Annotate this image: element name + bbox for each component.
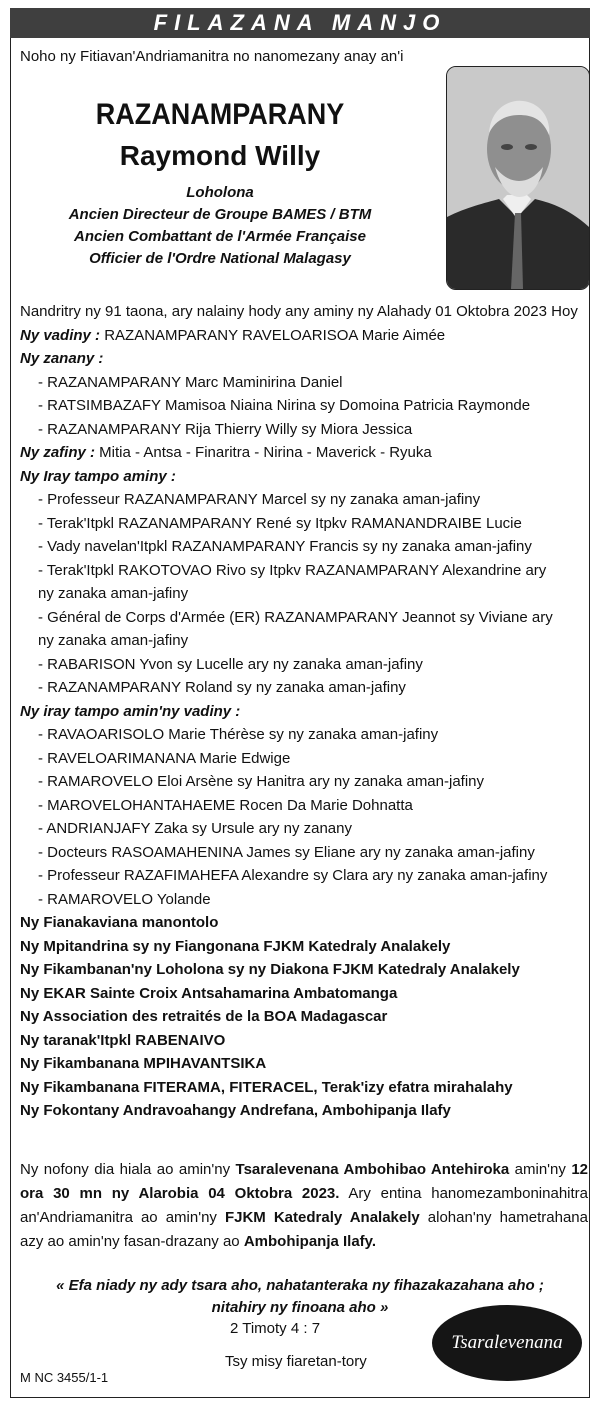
spouse-name: RAZANAMPARANY RAVELOARISOA Marie Aimée (100, 326, 446, 344)
list-item: - ANDRIANJAFY Zaka sy Ursule ary ny zanany (38, 820, 352, 837)
list-item-continuation: ny zanaka aman-jafiny (38, 585, 189, 602)
title-line: Officier de l'Ordre National Malagasy (89, 250, 351, 267)
funeral-details (20, 1158, 588, 1254)
burial-place: Ambohipanja Ilafy. (243, 1233, 377, 1250)
list-item: - RAZANAMPARANY Roland sy ny zanaka aman-jafiny (38, 679, 406, 696)
intro-text: Noho ny Fitiavan'Andriamanitra no nanomezany anay an'i (20, 48, 404, 65)
funeral-time: 12 ora 30 mn ny Alarobia 04 Oktobra 2023. (20, 1161, 588, 1202)
organization-line: Ny Fikambanana MPIHAVANTSIKA (20, 1055, 267, 1072)
list-item: - Professeur RAZAFIMAHEFA Alexandre sy Clara ary ny zanaka aman-jafiny (38, 867, 548, 884)
deceased-titles (40, 182, 400, 270)
children-label: Ny zanany : (20, 350, 104, 367)
quote-line: nitahiry ny finoana aho » (211, 1299, 389, 1316)
siblings-label: Ny Iray tampo aminy : (20, 467, 176, 485)
list-item: - RAVELOARIMANANA Marie Edwige (38, 749, 291, 767)
organization-line: Ny Mpitandrina sy ny Fiangonana FJKM Katedraly Analakely (20, 937, 451, 955)
church-name: FJKM Katedraly Analakely (224, 1209, 420, 1226)
list-item: - Vady navelan'Itpkl RAZANAMPARANY Francis sy ny zanaka aman-jafiny (38, 538, 532, 555)
quote-line: « Efa niady ny ady tsara aho, nahatanteraka ny fihazakazahana aho ; (56, 1277, 544, 1294)
verse-reference: 2 Timoty 4 : 7 (230, 1320, 321, 1337)
list-item: - Docteurs RASOAMAHENINA James sy Eliane ary ny zanaka aman-jafiny (38, 843, 535, 861)
organization-line: Ny Association des retraités de la BOA Madagascar (20, 1008, 388, 1025)
title-line: Loholona (186, 184, 254, 201)
footer-note: Tsy misy fiaretan-tory (225, 1353, 367, 1370)
funeral-text: amin'ny (509, 1161, 572, 1178)
deceased-surname: RAZANAMPARANY (95, 98, 345, 131)
title-line: Ancien Combattant de l'Armée Française (74, 228, 366, 245)
organization-line: Ny Fianakaviana manontolo (20, 914, 219, 931)
organization-line: Ny Fikambanan'ny Loholona sy ny Diakona FJKM Katedraly Analakely (20, 961, 520, 978)
grandchildren-names: Mitia - Antsa - Finaritra - Nirina - Maverick - Ryuka (95, 444, 432, 461)
list-item: - MAROVELOHANTAHAEME Rocen Da Marie Dohnatta (38, 796, 413, 814)
list-item: - RATSIMBAZAFY Mamisoa Niaina Nirina sy Domoina Patricia Raymonde (38, 397, 531, 414)
tsaralevenana-logo (432, 1305, 582, 1381)
list-item: - Terak'Itpkl RAZANAMPARANY René sy Itpkv RAMANANDRAIBE Lucie (38, 514, 522, 532)
list-item-continuation: ny zanaka aman-jafiny (38, 632, 189, 649)
list-item: - Général de Corps d'Armée (ER) RAZANAMPARANY Jeannot sy Viviane ary (38, 608, 553, 626)
grandchildren-label: Ny zafiny : (20, 444, 96, 461)
notice-body (20, 300, 588, 1123)
spouse-label: Ny vadiny : (20, 326, 101, 344)
spouse-line (20, 324, 588, 348)
portrait-photo (446, 66, 590, 290)
list-item: - RABARISON Yvon sy Lucelle ary ny zanaka aman-jafiny (38, 655, 423, 673)
list-item: - RAZANAMPARANY Marc Maminirina Daniel (38, 373, 343, 391)
header-title: FILAZANA MANJO (153, 10, 447, 35)
deceased-given-names: Raymond Willy (119, 140, 321, 171)
list-item: - Professeur RAZANAMPARANY Marcel sy ny zanaka aman-jafiny (38, 491, 481, 508)
reference-code: M NC 3455/1-1 (20, 1370, 109, 1385)
grandchildren-line (20, 441, 588, 465)
list-item: - Terak'Itpkl RAKOTOVAO Rivo sy Itpkv RAZANAMPARANY Alexandrine ary (38, 561, 547, 579)
organization-line: Ny EKAR Sainte Croix Antsahamarina Ambatomanga (20, 984, 398, 1002)
organization-line: Ny Fokontany Andravoahangy Andrefana, Ambohipanja Ilafy (20, 1102, 451, 1119)
list-item: - RAMAROVELO Eloi Arsène sy Hanitra ary ny zanaka aman-jafiny (38, 773, 485, 790)
organization-line: Ny Fikambanana FITERAMA, FITERACEL, Terak'izy efatra mirahalahy (20, 1078, 513, 1096)
organization-line: Ny taranak'Itpkl RABENAIVO (20, 1031, 226, 1049)
header-bar (10, 8, 590, 38)
funeral-place: Tsaralevenana Ambohibao Antehiroka (235, 1161, 510, 1178)
portrait-icon (447, 67, 589, 289)
death-notice: Nandritry ny 91 taona, ary nalainy hody any aminy ny Alahady 01 Oktobra 2023 Hoy (20, 303, 578, 320)
title-line: Ancien Directeur de Groupe BAMES / BTM (68, 206, 372, 223)
funeral-text: Ary entina hanomezamboninahitra an'Andriamanitra ao amin'ny (20, 1185, 588, 1226)
list-item: - RAZANAMPARANY Rija Thierry Willy sy Miora Jessica (38, 420, 413, 438)
list-item: - RAMAROVELO Yolande (38, 890, 211, 908)
funeral-text: Ny nofony dia hiala ao amin'ny (20, 1161, 236, 1178)
list-item: - RAVAOARISOLO Marie Thérèse sy ny zanaka aman-jafiny (38, 726, 439, 743)
funeral-text: alohan'ny hametrahana azy ao amin'ny fasan-drazany ao (20, 1209, 588, 1250)
spouse-siblings-label: Ny iray tampo amin'ny vadiny : (20, 702, 241, 720)
logo-text: Tsaralevenana (451, 1332, 563, 1353)
